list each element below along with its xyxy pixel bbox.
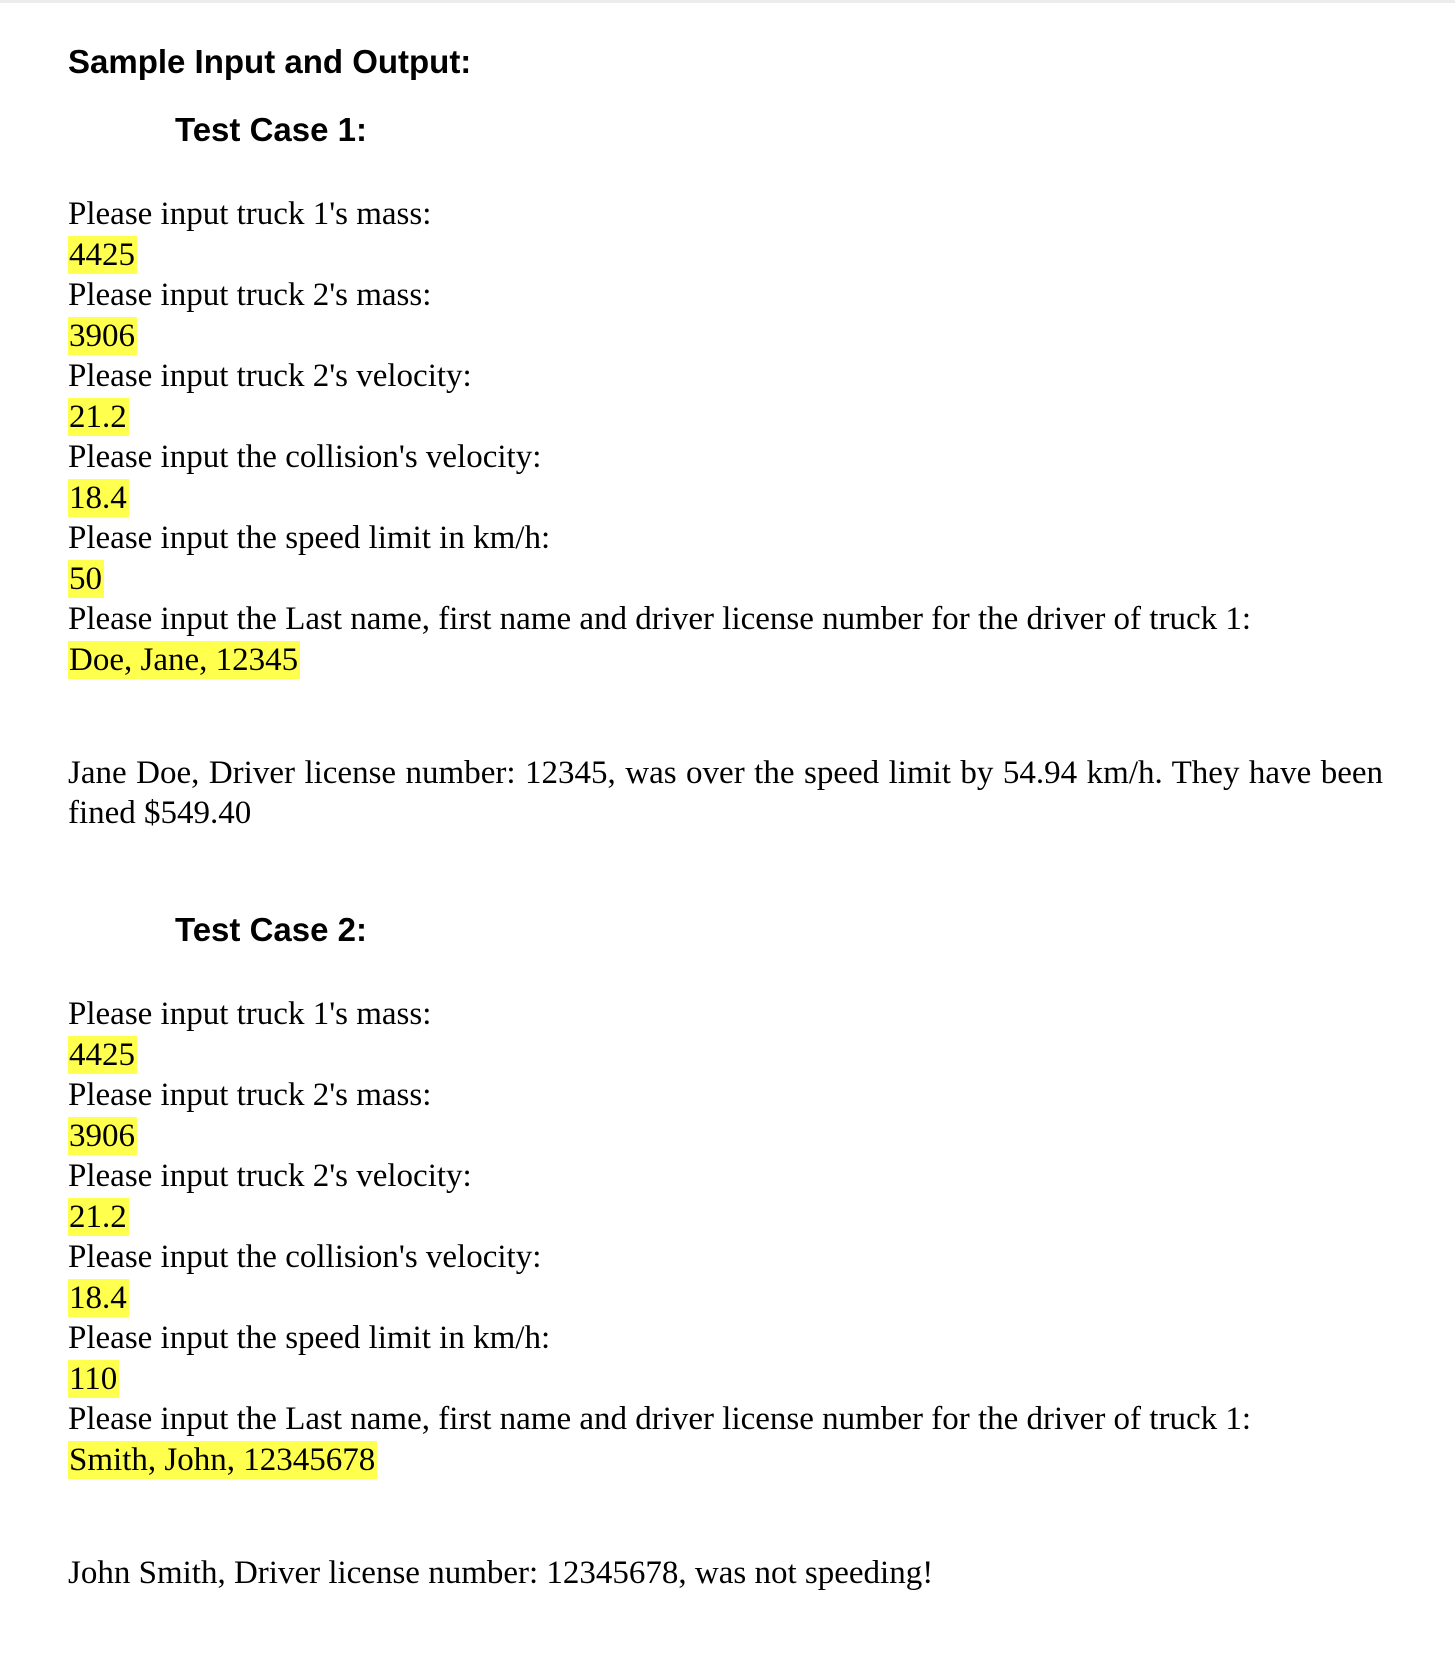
- prompt-line: [68, 599, 1408, 640]
- input-line: [68, 1035, 1408, 1076]
- input-line: [68, 316, 1408, 357]
- prompt-text: Please input truck 2's velocity:: [68, 358, 472, 394]
- highlighted-input-value: Doe, Jane, 12345: [69, 641, 299, 678]
- input-line: [68, 1440, 1408, 1481]
- prompt-line: [68, 437, 1408, 478]
- input-line: [68, 1278, 1408, 1319]
- console-transcript: [68, 994, 1408, 1480]
- highlighted-input-value: 21.2: [69, 1198, 127, 1235]
- highlighted-input-value: 4425: [69, 236, 135, 273]
- prompt-text: Please input truck 1's mass:: [68, 996, 432, 1032]
- highlighted-input-value: 110: [69, 1360, 118, 1397]
- highlighted-input-value: Smith, John, 12345678: [69, 1441, 376, 1478]
- input-line: [68, 640, 1408, 681]
- prompt-text: Please input the speed limit in km/h:: [68, 1320, 551, 1356]
- prompt-line: [68, 518, 1408, 559]
- prompt-text: Please input truck 2's mass:: [68, 1077, 432, 1113]
- input-line: [68, 478, 1408, 519]
- highlighted-input-value: 18.4: [69, 1279, 127, 1316]
- prompt-text: Please input truck 1's mass:: [68, 196, 432, 232]
- prompt-text: Please input truck 2's velocity:: [68, 1158, 472, 1194]
- highlighted-input-value: 3906: [69, 317, 135, 354]
- input-line: [68, 397, 1408, 438]
- highlighted-input-value: 4425: [69, 1036, 135, 1073]
- prompt-line: [68, 1399, 1408, 1440]
- prompt-text: Please input the speed limit in km/h:: [68, 520, 551, 556]
- prompt-text: Please input the Last name, first name and driver license number for the driver of truck 1:: [68, 1401, 1252, 1437]
- prompt-text: Please input the Last name, first name and driver license number for the driver of truck 1:: [68, 601, 1252, 637]
- prompt-line: [68, 275, 1408, 316]
- highlighted-input-value: 21.2: [69, 398, 127, 435]
- highlighted-input-value: 50: [69, 560, 102, 597]
- prompt-text: Please input the collision's velocity:: [68, 439, 542, 475]
- prompt-line: [68, 1075, 1408, 1116]
- input-line: [68, 1197, 1408, 1238]
- result-output: John Smith, Driver license number: 12345678, was not speeding!: [68, 1555, 934, 1591]
- prompt-line: [68, 194, 1408, 235]
- input-line: [68, 1359, 1408, 1400]
- input-line: [68, 235, 1408, 276]
- console-transcript: [68, 194, 1408, 680]
- prompt-text: Please input the collision's velocity:: [68, 1239, 542, 1275]
- section-heading: Sample Input and Output:: [68, 43, 472, 80]
- prompt-line: [68, 1318, 1408, 1359]
- input-line: [68, 1116, 1408, 1157]
- prompt-line: [68, 1156, 1408, 1197]
- prompt-line: [68, 994, 1408, 1035]
- prompt-line: [68, 1237, 1408, 1278]
- result-output: Jane Doe, Driver license number: 12345, was over the speed limit by 54.94 km/h. They have been fined $549.40: [68, 755, 1383, 831]
- page-top-border: [0, 0, 1455, 3]
- input-line: [68, 559, 1408, 600]
- test-case-title: Test Case 2:: [175, 911, 367, 948]
- prompt-text: Please input truck 2's mass:: [68, 277, 432, 313]
- highlighted-input-value: 18.4: [69, 479, 127, 516]
- prompt-line: [68, 356, 1408, 397]
- test-case-title: Test Case 1:: [175, 111, 367, 148]
- highlighted-input-value: 3906: [69, 1117, 135, 1154]
